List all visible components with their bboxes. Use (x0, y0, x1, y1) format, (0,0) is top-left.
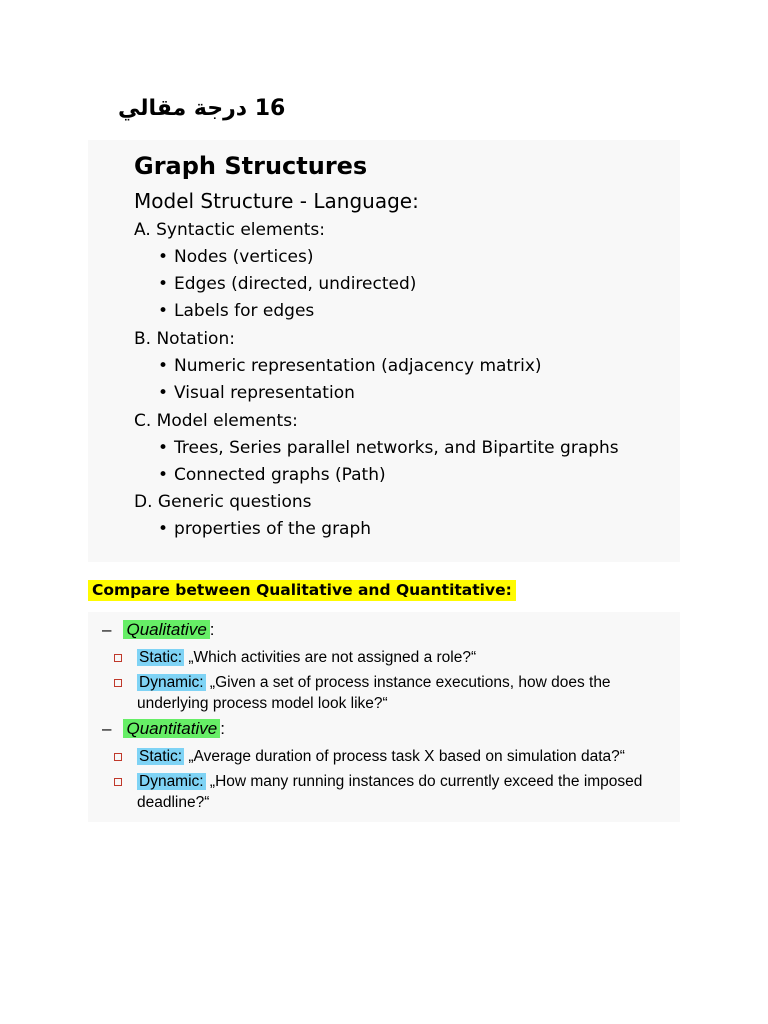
item-text: „Which activities are not assigned a role?“ (184, 649, 477, 666)
item-text: „How many running instances do currently exceed the imposed deadline?“ (137, 773, 643, 811)
bullet-item (158, 519, 371, 539)
bullet-item (158, 247, 313, 267)
bullet-text: Trees, Series parallel networks, and Bipartite graphs (174, 438, 619, 458)
section-label: A. Syntactic elements: (134, 220, 326, 240)
dash-icon: – (102, 719, 112, 738)
document-heading: 16 درجة مقالي (118, 96, 286, 121)
bullet-item (158, 301, 314, 321)
checkbox-icon (114, 753, 122, 761)
bullet-item (158, 438, 619, 458)
bullet-text: Numeric representation (adjacency matrix) (174, 356, 542, 376)
item-tag: Static: (139, 748, 183, 765)
item-tag: Dynamic: (139, 773, 204, 790)
slide-subtitle: Model Structure - Language: (134, 189, 419, 213)
bullet-item (158, 274, 416, 294)
item-text: „Average duration of process task X based on simulation data?“ (184, 748, 625, 765)
qualitative-quantitative-slide (88, 612, 680, 822)
bullet-text: Labels for edges (174, 301, 315, 321)
bullet-item (158, 465, 386, 485)
bullet-icon: • (158, 247, 169, 267)
bullet-text: Visual representation (174, 383, 355, 403)
bullet-icon: • (158, 301, 169, 321)
list-item (110, 647, 670, 668)
list-item (110, 746, 670, 767)
bullet-icon: • (158, 274, 169, 294)
bullet-icon: • (158, 519, 169, 539)
bullet-icon: • (158, 383, 169, 403)
bullet-icon: • (158, 438, 169, 458)
bullet-icon: • (158, 465, 169, 485)
item-text: „Given a set of process instance executions, how does the underlying process model look like?“ (137, 674, 611, 712)
bullet-item (158, 356, 542, 376)
compare-heading: Compare between Qualitative and Quantitative: (88, 580, 516, 601)
category-qualitative (102, 620, 215, 640)
bullet-icon: • (158, 356, 169, 376)
slide-title: Graph Structures (134, 152, 368, 180)
item-tag: Static: (139, 649, 183, 666)
section-label: D. Generic questions (134, 492, 312, 512)
bullet-item (158, 383, 355, 403)
category-quantitative (102, 719, 225, 739)
bullet-text: Connected graphs (Path) (174, 465, 386, 485)
category-suffix: : (209, 620, 215, 639)
category-suffix: : (220, 719, 225, 738)
bullet-text: Nodes (vertices) (174, 247, 314, 267)
item-tag: Dynamic: (139, 674, 204, 691)
dash-icon: – (102, 620, 112, 639)
category-label: Quantitative (123, 719, 220, 738)
checkbox-icon (114, 679, 122, 687)
checkbox-icon (114, 654, 122, 662)
bullet-text: properties of the graph (174, 519, 372, 539)
list-item (110, 771, 670, 813)
list-item (110, 672, 670, 714)
checkbox-icon (114, 778, 122, 786)
bullet-text: Edges (directed, undirected) (174, 274, 417, 294)
section-label: B. Notation: (134, 329, 235, 349)
graph-structures-slide (88, 140, 680, 562)
section-label: C. Model elements: (134, 411, 298, 431)
category-label: Qualitative (123, 620, 209, 639)
